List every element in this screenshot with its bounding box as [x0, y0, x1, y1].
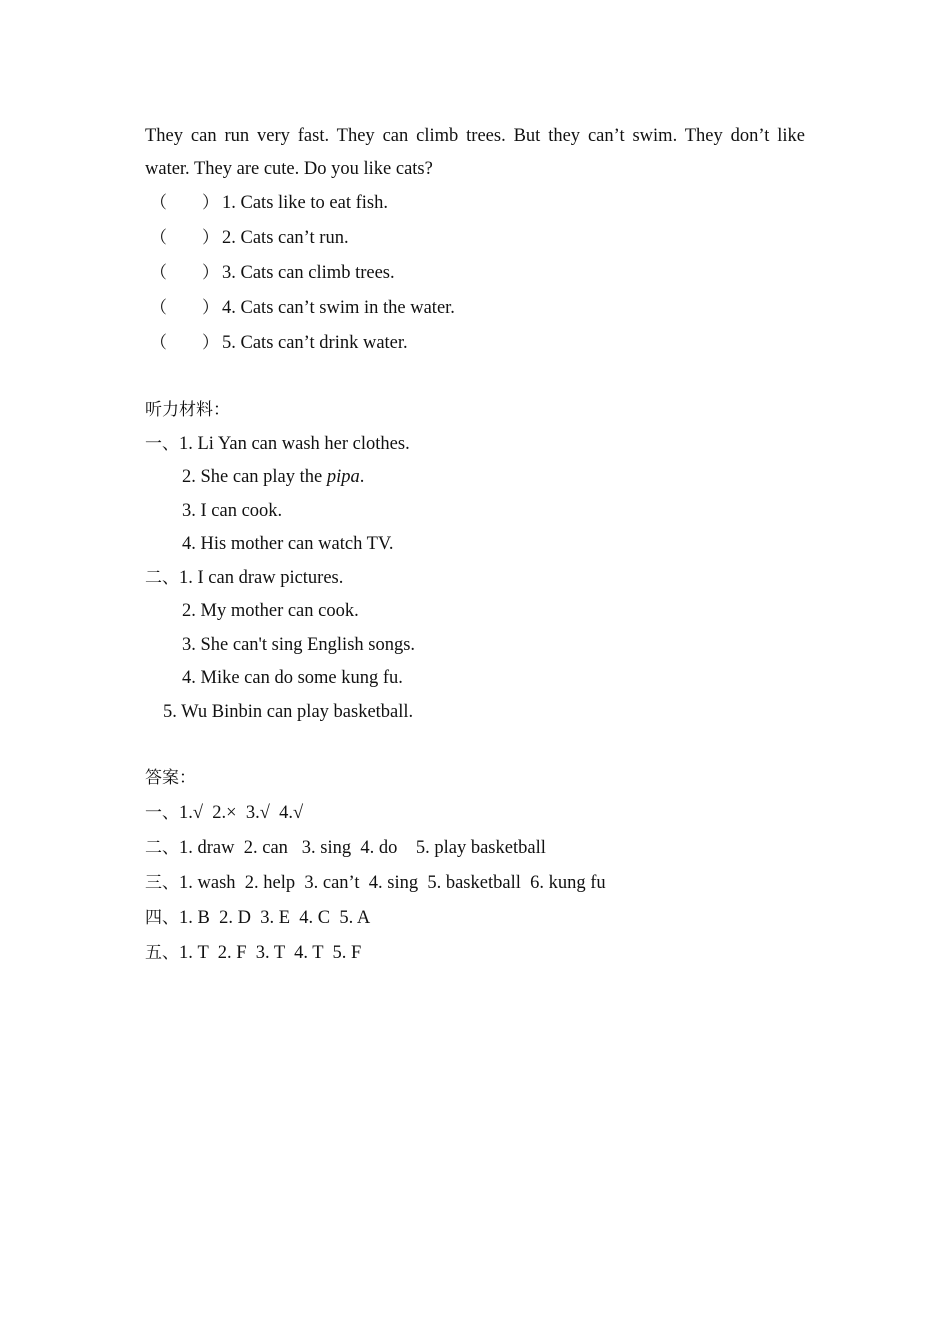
document-page [145, 120, 805, 971]
section-marker: 二、 [145, 837, 179, 858]
question-item [145, 221, 805, 256]
answer-blank-open: （ [150, 263, 167, 283]
answer-text: 1.√ 2.× 3.√ 4.√ [179, 802, 304, 823]
answer-blank-close: ） [202, 228, 219, 248]
listening-part2-item: 5. Wu Binbin can play basketball. [163, 701, 414, 722]
answer-blank-open: （ [150, 228, 167, 248]
section-marker: 一、 [145, 802, 179, 823]
section-marker: 二、 [145, 567, 179, 588]
answer-text: 1. draw 2. can 3. sing 4. do 5. play basketball [179, 837, 546, 858]
listening-part2-item: 2. My mother can cook. [182, 601, 359, 621]
listening-part1-item: 3. I can cook. [182, 500, 283, 521]
section-marker: 三、 [145, 872, 179, 893]
answer-blank-open: （ [150, 333, 167, 353]
answer-row [145, 936, 805, 971]
answer-blank-close: ） [202, 193, 219, 213]
answer-blank-close: ） [202, 263, 219, 283]
question-item [145, 326, 805, 361]
listening-part2-item: 4. Mike can do some kung fu. [182, 668, 403, 688]
answer-blank-close: ） [202, 333, 219, 353]
answer-row [145, 831, 805, 866]
reading-passage: They can run very fast. They can climb trees. But they can’t swim. They don’t like water. They are cute. Do you like cats? [145, 126, 805, 179]
answer-blank-close: ） [202, 298, 219, 318]
listening-sentence-italic: pipa [326, 467, 360, 487]
answer-text: 1. T 2. F 3. T 4. T 5. F [179, 942, 362, 963]
answers-section [145, 762, 805, 971]
question-text: 1. Cats like to eat fish. [222, 193, 388, 213]
listening-heading: 听力材料： [145, 400, 230, 420]
listening-sentence: 1. I can draw pictures. [179, 567, 344, 588]
question-item [145, 186, 805, 221]
listening-part1-item [145, 461, 805, 495]
question-text: 4. Cats can’t swim in the water. [222, 298, 455, 318]
answer-text: 1. wash 2. help 3. can’t 4. sing 5. basketball 6. kung fu [179, 872, 606, 893]
listening-sentence-suffix: . [359, 467, 365, 487]
question-item [145, 256, 805, 291]
question-item [145, 291, 805, 326]
answer-row [145, 866, 805, 901]
section-spacer [145, 729, 805, 762]
section-marker: 一、 [145, 433, 179, 454]
listening-section [145, 394, 805, 729]
listening-part2-item [145, 562, 805, 596]
question-text: 5. Cats can’t drink water. [222, 333, 408, 353]
answer-row [145, 901, 805, 936]
answer-blank-open: （ [150, 298, 167, 318]
listening-part1-item: 4. His mother can watch TV. [182, 534, 394, 554]
answer-text: 1. B 2. D 3. E 4. C 5. A [179, 907, 371, 928]
section-marker: 四、 [145, 907, 179, 928]
answer-blank-open: （ [150, 193, 167, 213]
question-text: 3. Cats can climb trees. [222, 263, 395, 283]
answers-heading: 答案： [145, 768, 196, 788]
listening-sentence: 1. Li Yan can wash her clothes. [179, 433, 410, 454]
answer-row [145, 796, 805, 831]
section-spacer [145, 361, 805, 394]
listening-part2-item: 3. She can't sing English songs. [182, 634, 416, 655]
section-marker: 五、 [145, 942, 179, 963]
question-text: 2. Cats can’t run. [222, 228, 349, 248]
listening-part1-item [145, 428, 805, 462]
true-false-questions [145, 186, 805, 361]
listening-sentence-prefix: 2. She can play the [182, 467, 327, 487]
